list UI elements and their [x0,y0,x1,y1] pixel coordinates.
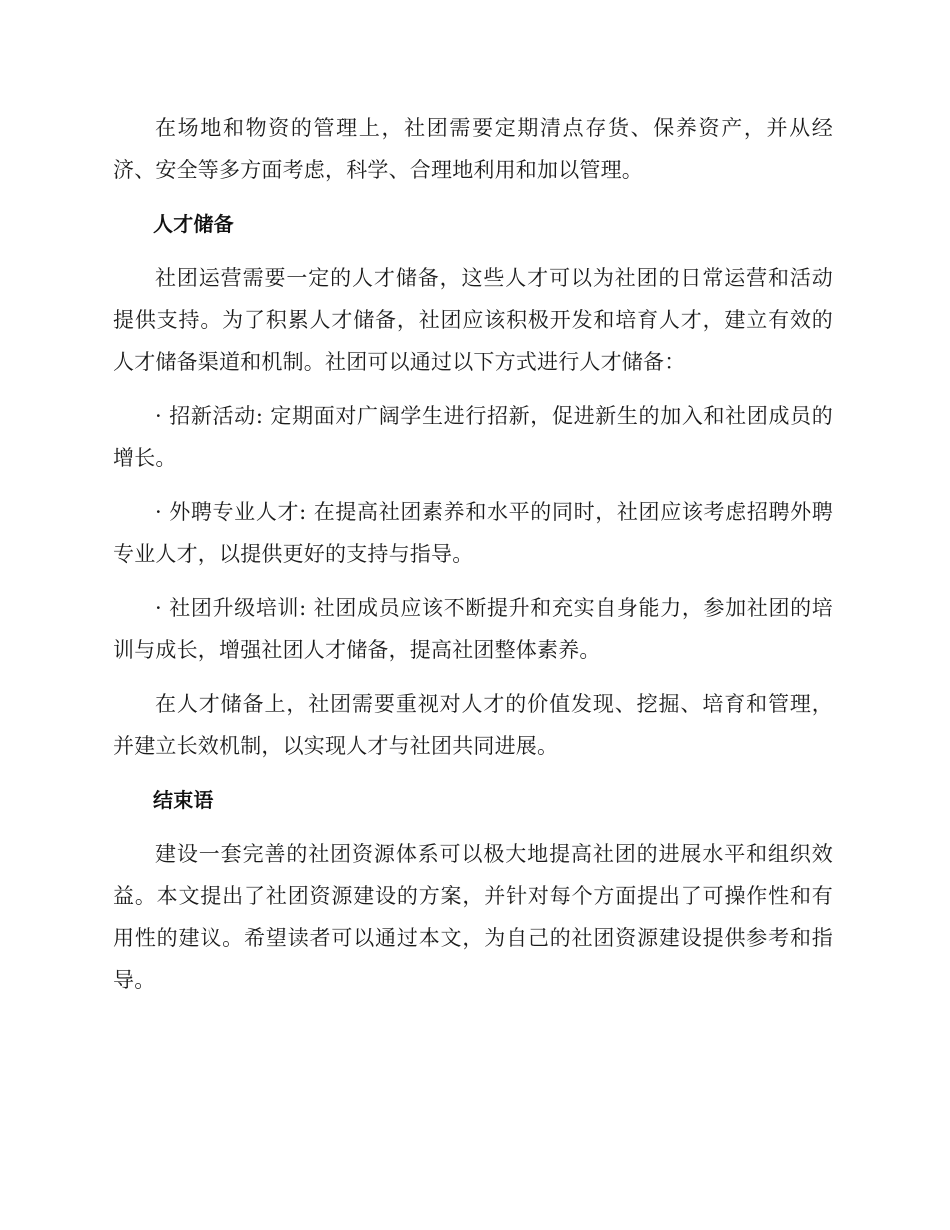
bullet-training: · 社团升级培训: 社团成员应该不断提升和充实自身能力，参加社团的培训与成长，增强社团人才储备，提高社团整体素养。 [113,596,833,662]
paragraph-talent-summary: 在人才储备上，社团需要重视对人才的价值发现、挖掘、培育和管理，并建立长效机制，以实现人才与社团共同进展。 [113,692,833,758]
section-heading-talent: 人才储备 [153,212,234,236]
document-body [113,107,833,1013]
paragraph-talent-intro: 社团运营需要一定的人才储备，这些人才可以为社团的日常运营和活动提供支持。为了积累人才储备，社团应该积极开发和培育人才，建立有效的人才储备渠道和机制。社团可以通过以下方式进行人才储备： [113,266,833,374]
paragraph-conclusion: 建设一套完善的社团资源体系可以极大地提高社团的进展水平和组织效益。本文提出了社团资源建设的方案，并针对每个方面提出了可操作性和有用性的建议。希望读者可以通过本文，为自己的社团资源建设提供参考和指导。 [113,842,833,992]
bullet-recruitment: · 招新活动: 定期面对广阔学生进行招新，促进新生的加入和社团成员的增长。 [113,404,833,470]
paragraph-venue-management: 在场地和物资的管理上，社团需要定期清点存货、保养资产，并从经济、安全等多方面考虑，科学、合理地利用和加以管理。 [113,116,833,182]
bullet-external-talent: · 外聘专业人才: 在提高社团素养和水平的同时，社团应该考虑招聘外聘专业人才，以提供更好的支持与指导。 [113,500,833,566]
section-heading-conclusion: 结束语 [153,788,214,812]
